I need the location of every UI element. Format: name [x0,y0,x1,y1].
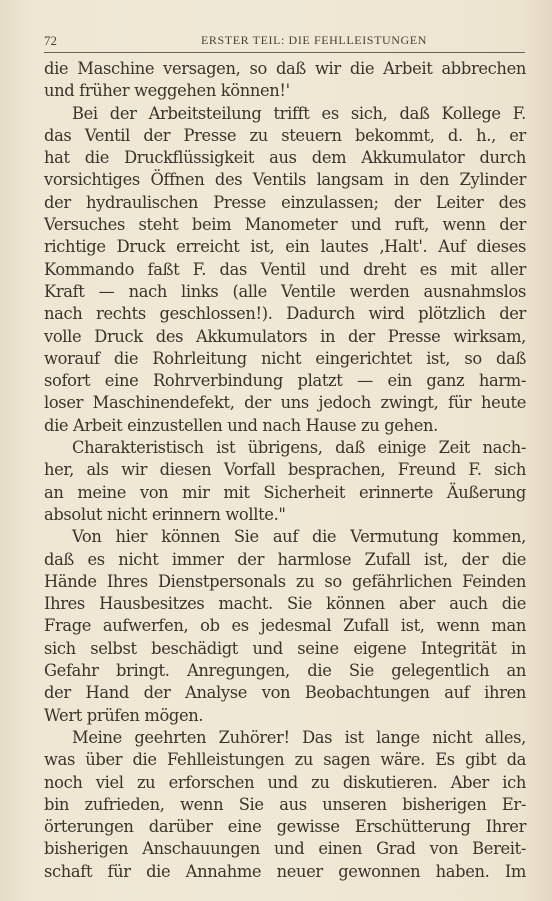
text-line: Ihres Hausbesitzes macht. Sie können aber auch die [44,594,526,614]
text-line: worauf die Rohrleitung nicht eingerichtet ist, so daß [44,348,526,368]
text-line: die Maschine versagen, so daß wir die Arbeit abbrechen [44,59,526,78]
text-line: absolut nicht erinnern wollte." [44,504,286,524]
text-line: Hände Ihres Dienstpersonals zu so gefährlichen Feinden [44,571,526,591]
text-line: die Arbeit einzustellen und nach Hause zu gehen. [44,415,438,435]
text-line: Von hier können Sie auf die Vermutung kommen, [72,527,526,547]
page-number: 72 [44,33,57,48]
text-line: örterungen darüber eine gewisse Erschütterung Ihrer [44,817,526,837]
text-line: her, als wir diesen Vorfall besprachen, Freund F. sich [44,460,526,480]
text-line: sich selbst beschädigt und seine eigene Integrität in [44,638,526,658]
text-line: der hydraulischen Presse einzulassen; der Leiter des [44,192,526,212]
body-text [44,58,526,883]
text-line: hat die Druckflüssigkeit aus dem Akkumulator durch [44,148,526,168]
text-line: Kommando faßt F. das Ventil und dreht es mit aller [44,259,526,279]
running-title: ERSTER TEIL: DIE FEHLLEISTUNGEN [200,33,428,47]
text-line: der Hand der Analyse von Beobachtungen auf ihren [44,683,526,703]
header-rule [44,52,525,53]
text-line: an meine von mir mit Sicherheit erinnerte Äußerung [44,482,526,502]
text-line: Charakteristisch ist übrigens, daß einige Zeit nach- [72,438,526,458]
text-line: nach rechts geschlossen!). Dadurch wird plötzlich der [44,304,526,324]
text-line: Frage aufwerfen, ob es jedesmal Zufall ist, wenn man [44,616,526,636]
text-line: daß es nicht immer der harmlose Zufall ist, der die [44,549,526,569]
text-line: und früher weggehen können!' [44,81,290,101]
text-line: bisherigen Anschauungen und einen Grad von Bereit- [44,839,526,859]
text-line: noch viel zu erforschen und zu diskutieren. Aber ich [44,772,526,792]
text-line: richtige Druck erreicht ist, ein lautes ‚Halt'. Auf dieses [44,237,526,257]
text-line: sofort eine Rohrverbindung platzt — ein ganz harm- [44,371,526,391]
text-line: volle Druck des Akkumulators in der Presse wirksam, [44,326,526,346]
text-line: Meine geehrten Zuhörer! Das ist lange nicht alles, [72,727,526,747]
text-line: vorsichtiges Öffnen des Ventils langsam in den Zylinder [44,170,526,190]
text-line: Kraft — nach links (alle Ventile werden ausnahmslos [44,281,526,301]
text-line: schaft für die Annahme neuer gewonnen haben. Im [44,861,526,881]
text-line: Bei der Arbeitsteilung trifft es sich, daß Kollege F. [72,103,526,123]
text-line: bin zufrieden, wenn Sie aus unseren bisherigen Er- [44,794,526,814]
text-line: was über die Fehlleistungen zu sagen wäre. Es gibt da [44,750,526,770]
text-line: loser Maschinendefekt, der uns jedoch zwingt, für heute [44,393,526,413]
text-line: das Ventil der Presse zu steuern bekommt, d. h., er [44,125,526,145]
page-header [44,33,524,51]
text-line: Gefahr bringt. Anregungen, die Sie gelegentlich an [44,661,526,681]
text-line: Versuches steht beim Manometer und ruft, wenn der [44,215,526,235]
text-line: Wert prüfen mögen. [44,705,204,725]
